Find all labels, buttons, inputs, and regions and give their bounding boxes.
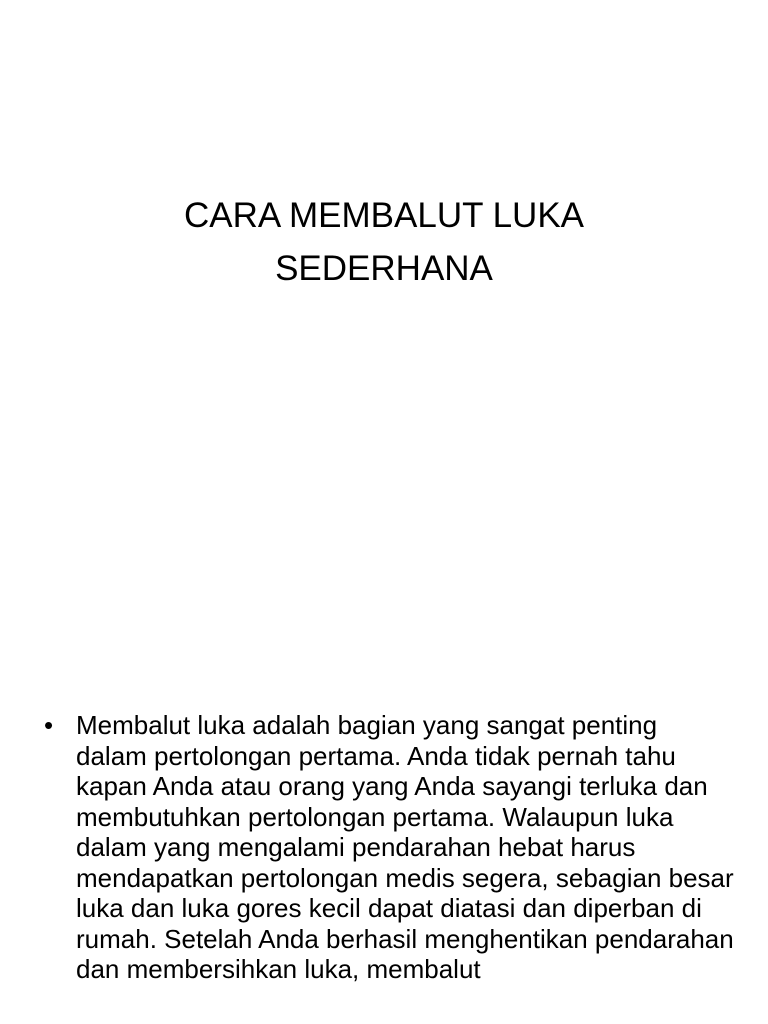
list-item [44, 710, 734, 985]
bullet-list [44, 710, 734, 985]
bullet-text: Membalut luka adalah bagian yang sangat penting dalam pertolongan pertama. Anda tidak pernah tahu kapan Anda atau orang yang Anda sayangi terluka dan membutuhkan pertolongan pertama. Walaupun luka dalam yang mengalami pendarahan hebat harus mendapatkan pertolongan medis segera, sebagian besar luka dan luka gores kecil dapat diatasi dan diperban di rumah. Setelah Anda berhasil menghentikan pendarahan dan membersihkan luka, membalut [76, 710, 734, 984]
slide-title-line-1: CARA MEMBALUT LUKA [183, 196, 585, 235]
bullet-point-icon: • [44, 710, 54, 740]
slide-title [100, 189, 668, 295]
slide-title-line-2: SEDERHANA [275, 249, 493, 288]
